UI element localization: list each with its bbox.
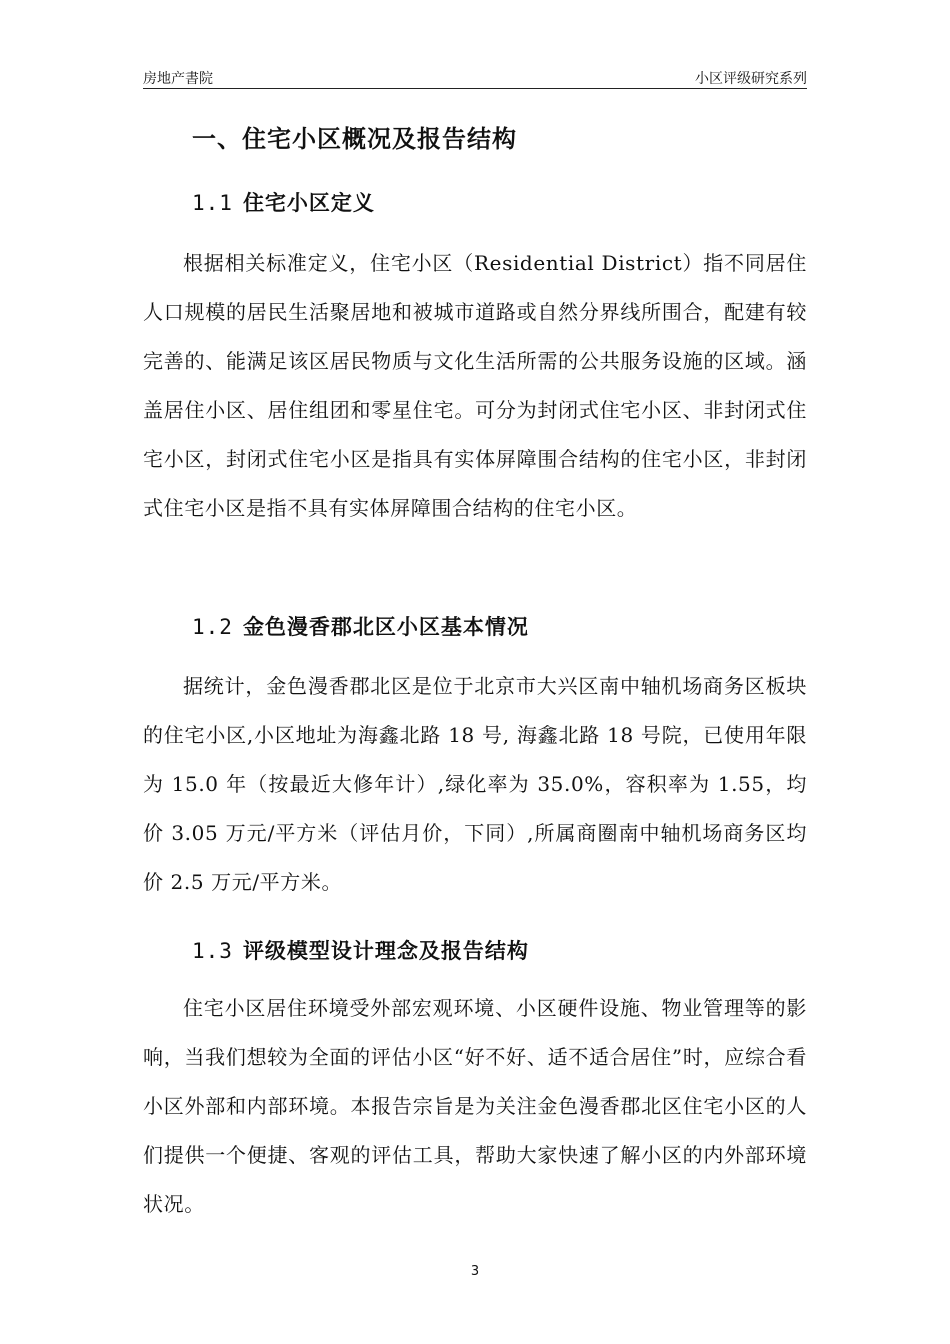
section-number: 1.1 — [192, 191, 233, 215]
chapter-title: 一、住宅小区概况及报告结构 — [192, 125, 517, 153]
section-heading-1-3 — [192, 935, 529, 965]
section-heading-1-2 — [192, 611, 529, 641]
section-number: 1.3 — [192, 939, 233, 963]
page-header — [143, 66, 807, 89]
header-right-text: 小区评级研究系列 — [695, 71, 807, 87]
header-left-text: 房地产書院 — [143, 71, 213, 87]
section-paragraph-1-1: 根据相关标准定义，住宅小区（Residential District）指不同居住人口规模的居民生活聚居地和被城市道路或自然分界线所围合，配建有较完善的、能满足该区居民物质与文化生活所需的公共服务设施的区域。涵盖居住小区、居住组团和零星住宅。可分为封闭式住宅小区、非封闭式住宅小区，封闭式住宅小区是指具有实体屏障围合结构的住宅小区，非封闭式住宅小区是指不具有实体屏障围合结构的住宅小区。 — [143, 251, 807, 520]
section-paragraph-1-3: 住宅小区居住环境受外部宏观环境、小区硬件设施、物业管理等的影响，当我们想较为全面的评估小区“好不好、适不适合居住”时，应综合看小区外部和内部环境。本报告宗旨是为关注金色漫香郡北区住宅小区的人们提供一个便捷、客观的评估工具，帮助大家快速了解小区的内外部环境状况。 — [143, 996, 807, 1216]
section-number: 1.2 — [192, 615, 233, 639]
section-title: 评级模型设计理念及报告结构 — [242, 939, 529, 963]
page-number: 3 — [470, 1264, 480, 1279]
section-title: 住宅小区定义 — [242, 191, 375, 215]
section-title: 金色漫香郡北区小区基本情况 — [242, 615, 529, 639]
section-paragraph-1-2: 据统计，金色漫香郡北区是位于北京市大兴区南中轴机场商务区板块的住宅小区,小区地址为海鑫北路 18 号, 海鑫北路 18 号院，已使用年限为 15.0 年（按最近大修年计）,绿化率为 35.0%，容积率为 1.55，均价 3.05 万元/平方米（评估月价，下同）,所属商圈南中轴机场商务区均价 2.5 万元/平方米。 — [143, 674, 807, 894]
section-heading-1-1 — [192, 187, 375, 217]
